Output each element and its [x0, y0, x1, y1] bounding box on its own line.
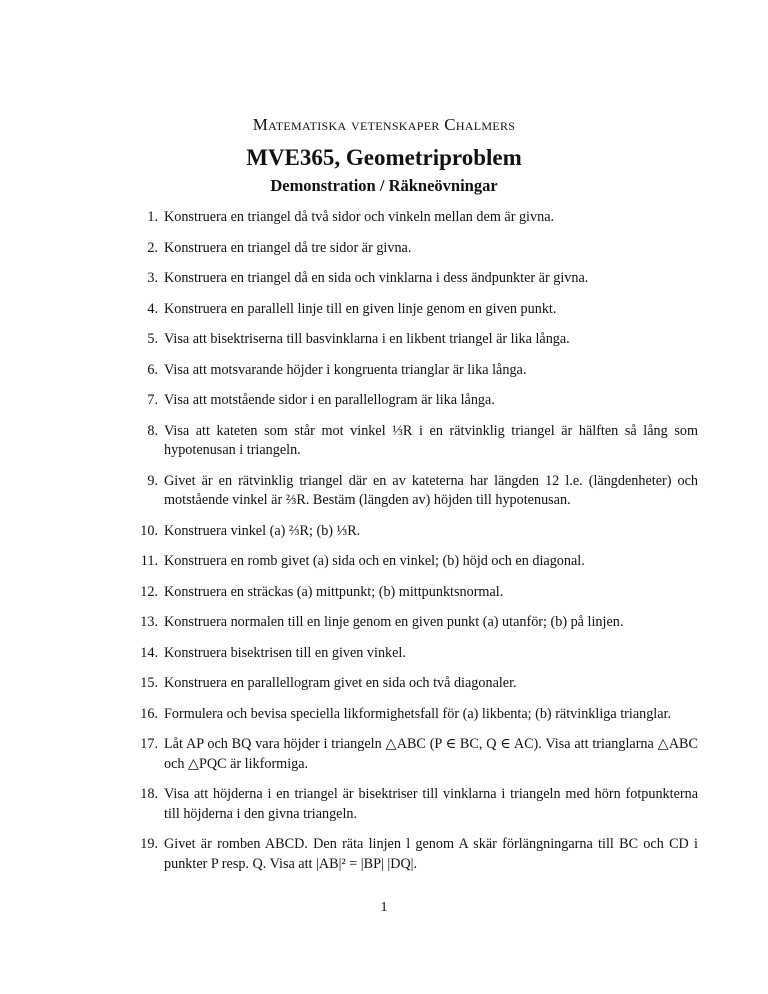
problem-text: Konstruera en triangel då två sidor och vinkeln mellan dem är givna.: [164, 209, 555, 225]
problem-number: 17.: [140, 736, 158, 752]
problem-item: [130, 835, 698, 874]
problem-number: 9.: [147, 472, 158, 489]
problem-item: [130, 705, 698, 725]
problem-text: Visa att höjderna i en triangel är bisektriser till vinklarna i triangeln med hörn fotpunkterna till höjderna i den givna triangeln.: [164, 786, 698, 822]
problem-text: Givet är romben ABCD. Den räta linjen l genom A skär förlängningarna till BC och CD i punkter P resp. Q. Visa att |AB|² = |BP| |DQ|.: [164, 836, 698, 872]
problem-item: [130, 361, 698, 381]
problem-text: Konstruera en parallell linje till en given linje genom en given punkt.: [164, 300, 557, 317]
problem-number: 18.: [140, 786, 158, 802]
problem-text: Konstruera normalen till en linje genom en given punkt (a) utanför; (b) på linjen.: [164, 614, 624, 630]
page-number: 1: [380, 900, 388, 915]
problem-item: [130, 330, 698, 350]
problem-number: 10.: [140, 522, 158, 539]
problem-item: [130, 422, 698, 461]
problem-text: Givet är en rätvinklig triangel där en av kateterna har längden 12 l.e. (längdenheter) och motstående vinkel är ⅔R. Bestäm (längden av) höjden till hypotenusan.: [164, 472, 698, 508]
problem-item: [130, 522, 698, 542]
problem-item: [130, 613, 698, 633]
problem-text: Konstruera en triangel då en sida och vinklarna i dess ändpunkter är givna.: [164, 270, 589, 286]
problem-text: Konstruera vinkel (a) ⅔R; (b) ⅓R.: [164, 522, 361, 539]
problem-item: [130, 239, 698, 259]
problem-item: [130, 674, 698, 694]
problem-text: Visa att motstående sidor i en parallellogram är lika långa.: [164, 392, 495, 408]
problem-number: 2.: [147, 239, 158, 256]
problem-item: [130, 269, 698, 289]
problem-text: Konstruera bisektrisen till en given vinkel.: [164, 644, 406, 661]
problem-text: Formulera och bevisa speciella likformighetsfall för (a) likbenta; (b) rätvinkliga trianglar.: [164, 705, 672, 722]
problem-text: Konstruera en triangel då tre sidor är givna.: [164, 239, 412, 256]
problem-number: 3.: [147, 270, 158, 286]
problem-item: [130, 472, 698, 511]
problem-text: Visa att kateten som står mot vinkel ⅓R i en rätvinklig triangel är hälften så lång som hypotenusan i triangeln.: [164, 422, 698, 458]
problem-list: [130, 208, 698, 885]
problem-text: Visa att motsvarande höjder i kongruenta trianglar är lika långa.: [164, 361, 527, 378]
problem-number: 14.: [140, 644, 158, 661]
problem-number: 16.: [140, 705, 158, 722]
problem-text: Konstruera en romb givet (a) sida och en vinkel; (b) höjd och en diagonal.: [164, 553, 585, 569]
document-subtitle: Demonstration / Räkneövningar: [270, 176, 498, 195]
problem-text: Konstruera en sträckas (a) mittpunkt; (b) mittpunktsnormal.: [164, 583, 504, 600]
problem-item: [130, 552, 698, 572]
problem-number: 15.: [140, 675, 158, 691]
problem-item: [130, 735, 698, 774]
problem-text: Låt AP och BQ vara höjder i triangeln △ABC (P ∈ BC, Q ∈ AC). Visa att trianglarna △ABC och △PQC är likformiga.: [164, 736, 698, 772]
problem-item: [130, 208, 698, 228]
problem-number: 1.: [147, 209, 158, 225]
problem-number: 4.: [147, 300, 158, 317]
problem-number: 8.: [147, 422, 158, 439]
problem-text: Visa att bisektriserna till basvinklarna i en likbent triangel är lika långa.: [164, 331, 570, 347]
problem-number: 19.: [140, 836, 158, 852]
problem-number: 6.: [147, 361, 158, 378]
problem-item: [130, 785, 698, 824]
problem-text: Konstruera en parallellogram givet en sida och två diagonaler.: [164, 675, 517, 691]
problem-number: 7.: [147, 392, 158, 408]
problem-number: 12.: [140, 583, 158, 600]
department-heading: Matematiska vetenskaper Chalmers: [252, 115, 516, 134]
problem-item: [130, 300, 698, 320]
problem-number: 11.: [140, 553, 158, 569]
problem-item: [130, 644, 698, 664]
problem-item: [130, 391, 698, 411]
problem-number: 5.: [147, 331, 158, 347]
problem-item: [130, 583, 698, 603]
problem-number: 13.: [140, 614, 158, 630]
course-title: MVE365, Geometriproblem: [246, 145, 522, 170]
